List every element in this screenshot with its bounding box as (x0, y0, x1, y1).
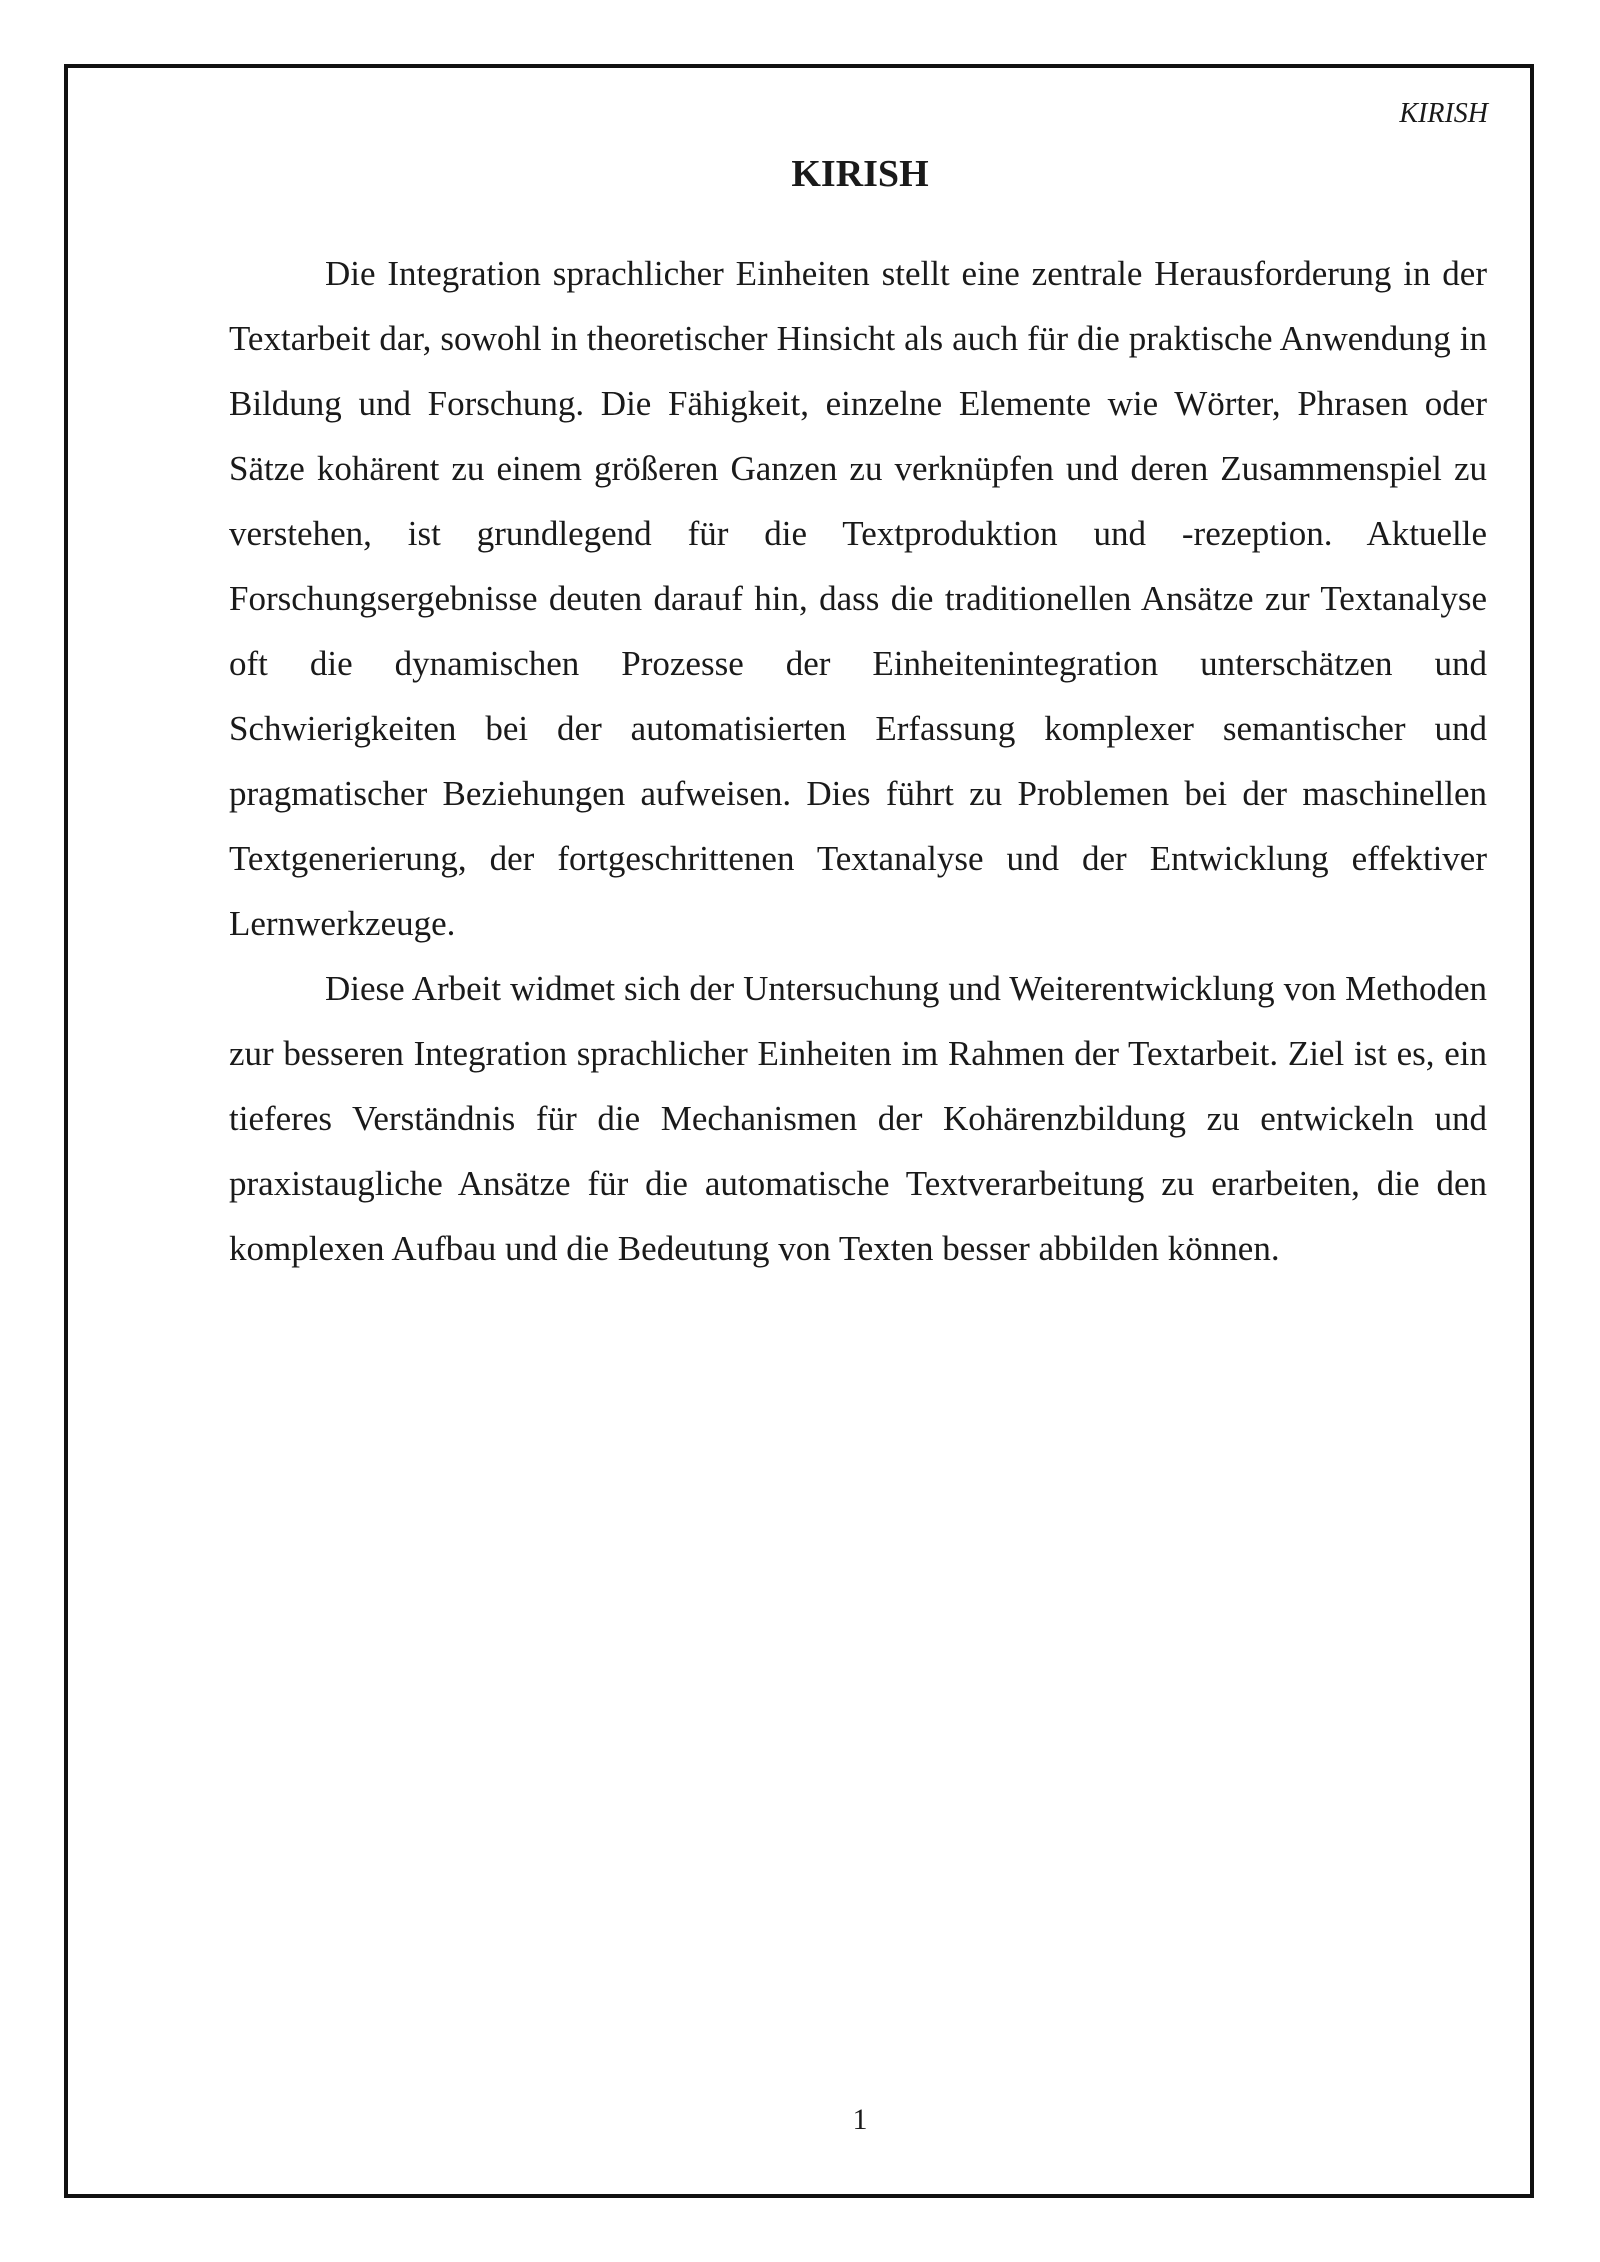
body-text (229, 241, 1487, 1281)
paragraph: Diese Arbeit widmet sich der Untersuchung und Weiterentwicklung von Methoden zur besseren Integration sprachlicher Einheiten im Rahmen der Textarbeit. Ziel ist es, ein tieferes Verständnis für die Mechanismen der Kohärenzbildung zu entwickeln und praxistaugliche Ansätze für die automatische Textverarbeitung zu erarbeiten, die den komplexen Aufbau und die Bedeutung von Texten besser abbilden können. (229, 969, 1487, 1268)
running-header: KIRISH (1399, 98, 1488, 129)
page-number: 1 (852, 2103, 868, 2136)
page-title: KIRISH (791, 153, 929, 195)
paragraph: Die Integration sprachlicher Einheiten stellt eine zentrale Herausforderung in der Textarbeit dar, sowohl in theoretischer Hinsicht als auch für die praktische Anwendung in Bildung und Forschung. Die Fähigkeit, einzelne Elemente wie Wörter, Phrasen oder Sätze kohärent zu einem größeren Ganzen zu verknüpfen und deren Zusammenspiel zu verstehen, ist grundlegend für die Textproduktion und -rezeption. Aktuelle Forschungsergebnisse deuten darauf hin, dass die traditionellen Ansätze zur Textanalyse oft die dynamischen Prozesse der Einheitenintegration unterschätzen und Schwierigkeiten bei der automatisierten Erfassung komplexer semantischer und pragmatischer Beziehungen aufweisen. Dies führt zu Problemen bei der maschinellen Textgenerierung, der fortgeschrittenen Textanalyse und der Entwicklung effektiver Lernwerkzeuge. (229, 254, 1487, 943)
